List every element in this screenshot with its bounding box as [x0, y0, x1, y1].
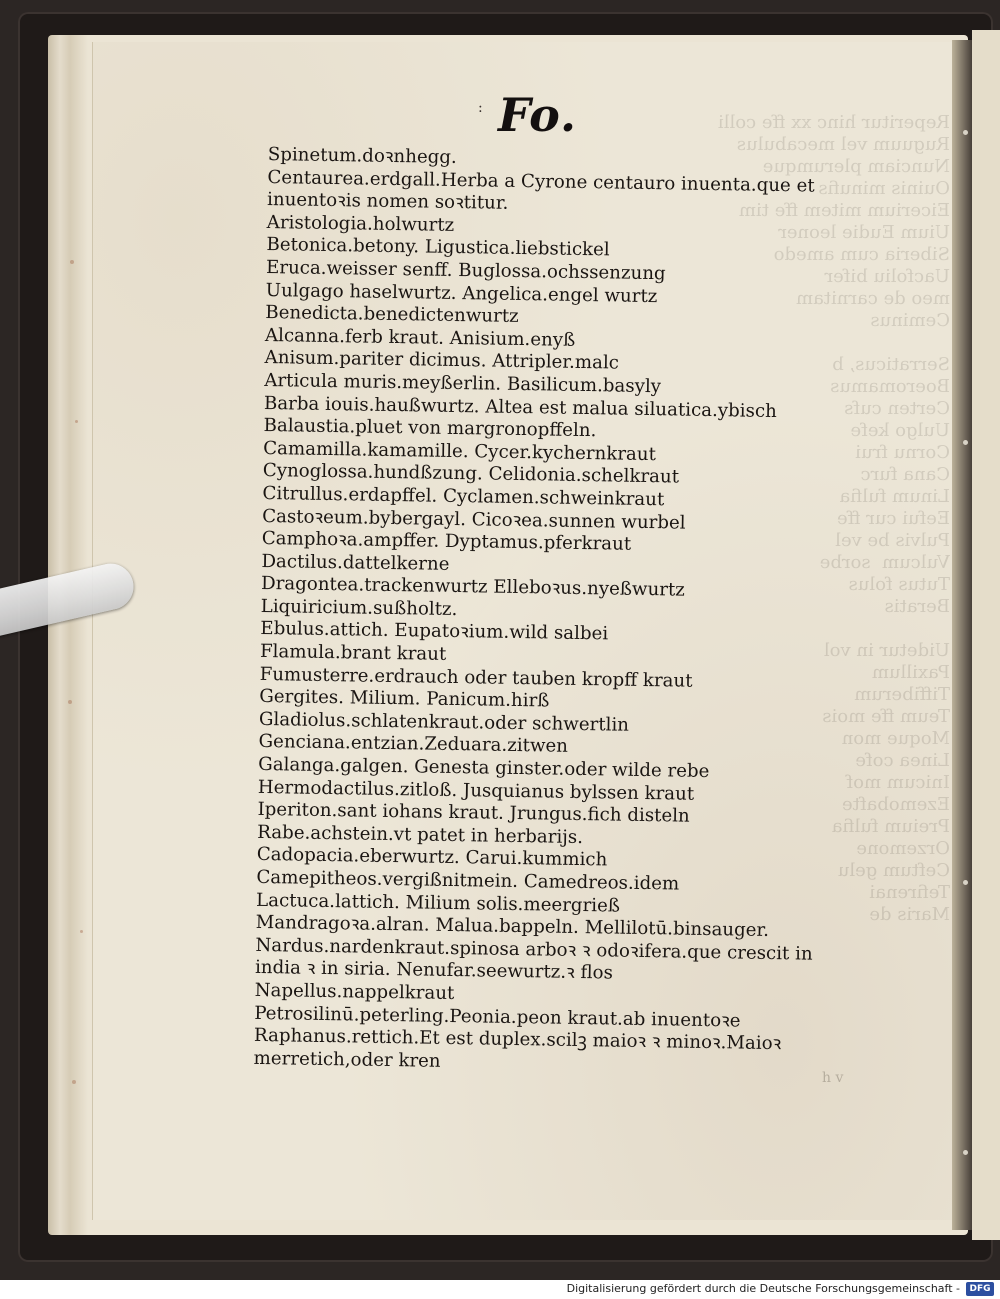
text-line: Iperiton.sant iohans kraut. Jrungus.fich disteln	[257, 799, 690, 827]
text-line: Betonica.betony. Ligustica.liebstickel	[266, 234, 610, 261]
binding-stitch	[963, 1150, 968, 1155]
text-line: Nardus.nardenkraut.spinosa arboꝛ ꝛ odoꝛifera.que crescit in	[255, 934, 813, 965]
text-line: Fumusterre.erdrauch oder tauben kropff kraut	[259, 663, 693, 692]
foxing-spot	[72, 1080, 76, 1084]
text-line: Camamilla.kamamille. Cycer.kychernkraut	[263, 437, 657, 465]
text-line: Dactilus.dattelkerne	[261, 550, 450, 575]
text-line: Ebulus.attich. Eupatoꝛium.wild salbei	[260, 618, 609, 645]
text-line: Aristologia.holwurtz	[266, 211, 455, 236]
funding-credit: Digitalisierung gefördert durch die Deutsche Forschungsgemeinschaft -	[566, 1282, 960, 1295]
signature-mark: h v	[822, 1070, 844, 1086]
page-body-text	[253, 144, 847, 1079]
text-line: Uulgago haselwurtz. Angelica.engel wurtz	[265, 279, 658, 307]
text-line: Barba iouis.haußwurtz. Altea est malua siluatica.ybisch	[263, 392, 777, 422]
text-line: Spinetum.doꝛnhegg.	[267, 144, 457, 168]
text-line: Camphoꝛa.ampffer. Dyptamus.pferkraut	[261, 528, 632, 555]
dfg-logo[interactable]: DFG	[966, 1282, 994, 1296]
text-line: Hermodactilus.zitloß. Jusquianus bylssen kraut	[257, 776, 695, 805]
text-line: Gergites. Milium. Panicum.hirß	[259, 686, 550, 712]
text-line: Galanga.galgen. Genesta ginster.oder wilde rebe	[258, 753, 710, 783]
text-line: Genciana.entzian.Zeduara.zitwen	[258, 731, 569, 758]
text-line: Anisum.pariter dicimus. Attripler.malc	[264, 347, 620, 374]
text-line: Lactuca.lattich. Milium solis.meergrieß	[255, 889, 621, 917]
book-gutter	[952, 40, 974, 1230]
binding-stitch	[963, 880, 968, 885]
footer-bar	[0, 1280, 1000, 1299]
text-line: Cadopacia.eberwurtz. Carui.kummich	[256, 844, 608, 871]
foxing-spot	[68, 700, 72, 704]
text-line: Balaustia.pluet von margronopffeln.	[263, 415, 597, 442]
text-line: Liquiricium.sußholtz.	[260, 595, 458, 620]
foxing-spot	[80, 930, 83, 933]
text-line: Benedicta.benedictenwurtz	[265, 302, 519, 328]
text-line: Mandragoꝛa.alran. Malua.bappeln. Mellilotū.binsauger.	[255, 912, 770, 942]
ink-mark: :	[478, 100, 483, 116]
text-line: Castoꝛeum.bybergayl. Cicoꝛea.sunnen wurbel	[261, 505, 686, 534]
text-line: Eruca.weisser senff. Buglossa.ochssenzung	[265, 256, 666, 285]
text-line: Petrosilinū.peterling.Peonia.peon kraut.ab inuentoꝛe	[254, 1002, 741, 1032]
text-line: Napellus.nappelkraut	[254, 979, 455, 1004]
show-through-text: Reperitur hinc xx ffe colli Ruguum vel mecabulus Nunciam plerumque Ouinis minufis Eicerium mitem ffe tim Uium Eudie leoner Siberia cum amedo Uacfoliu bifer meo de carnitam Ceminus Serraticus, b Boeromamus Certen cufs Uulgo kefe Cornu frui Cana furc Linum fulfia Eefui cur ffe Pulvis be vel Vulcum sorbe Tutus folus Beratis Uidetur in vol Paxillum Tiffiberum Teum ffe mois Moque mon Linea cofe Inicum mof Ezemobafte Preium fulfia Orzemone Ceftum gelu Tefirenai Maris de	[717, 112, 950, 925]
foxing-spot	[75, 420, 78, 423]
text-line: inuentoꝛis nomen soꝛtitur.	[266, 189, 509, 214]
text-line: Dragontea.trackenwurtz Elleboꝛus.nyeßwurtz	[260, 573, 685, 601]
facing-page-edge	[972, 30, 1000, 1240]
text-line: Camepitheos.vergißnitmein. Camedreos.idem	[256, 866, 680, 895]
text-line: Citrullus.erdapffel. Cyclamen.schweinkraut	[262, 482, 665, 511]
text-line: Articula muris.meyßerlin. Basilicum.basyly	[264, 369, 662, 398]
foxing-spot	[70, 260, 74, 264]
text-line: Raphanus.rettich.Et est duplex.scilꝫ maioꝛ ꝛ minoꝛ.Maioꝛ	[253, 1025, 782, 1055]
text-line: Rabe.achstein.vt patet in herbarijs.	[257, 821, 584, 848]
binding-stitch	[963, 130, 968, 135]
text-line: merretich,oder kren	[253, 1047, 441, 1072]
text-line: Cynoglossa.hundßzung. Celidonia.schelkraut	[262, 460, 680, 488]
text-line: Centaurea.erdgall.Herba a Cyrone centauro inuenta.que et	[267, 166, 815, 197]
page-heading: Fo.	[498, 88, 578, 142]
binding-stitch	[963, 440, 968, 445]
text-line: Gladiolus.schlatenkraut.oder schwertlin	[258, 708, 630, 736]
text-line: Alcanna.ferb kraut. Anisium.enyß	[264, 324, 576, 351]
text-line: Flamula.brant kraut	[259, 641, 447, 665]
text-line: india ꝛ in siria. Nenufar.seewurtz.ꝛ flos	[254, 957, 614, 984]
